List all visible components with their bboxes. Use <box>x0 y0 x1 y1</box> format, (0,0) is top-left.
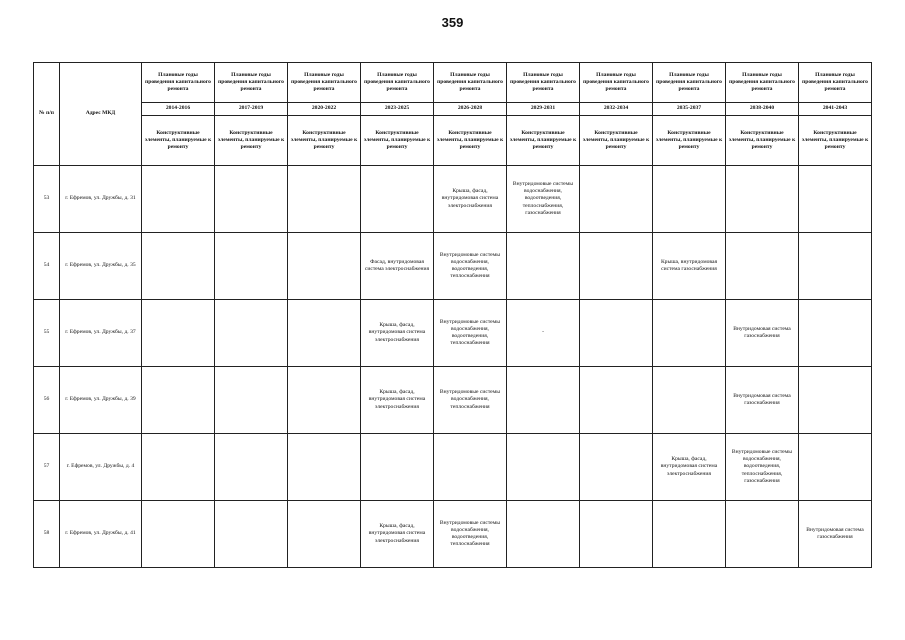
table-cell <box>288 367 361 434</box>
table-row <box>34 367 872 434</box>
table-cell <box>288 501 361 568</box>
table-cell <box>215 233 288 300</box>
header-plan: Плановые годы проведения капитального ремонта <box>653 63 726 103</box>
table-cell: Крыша, фасад, внутридомовая система электроснабжения <box>434 166 507 233</box>
table-cell: Фасад, внутридомовая система электроснабжения <box>361 233 434 300</box>
header-row-plan <box>34 63 872 103</box>
table-cell <box>288 166 361 233</box>
table-cell <box>726 233 799 300</box>
header-row-elements <box>34 116 872 166</box>
table-cell <box>215 166 288 233</box>
header-year: 2020-2022 <box>288 103 361 116</box>
row-number: 57 <box>34 434 60 501</box>
table-cell: Внутридомовые системы водоснабжения, водоотведения, теплоснабжения, газоснабжения <box>507 166 580 233</box>
table-cell <box>653 367 726 434</box>
header-year: 2038-2040 <box>726 103 799 116</box>
header-plan: Плановые годы проведения капитального ремонта <box>215 63 288 103</box>
header-plan: Плановые годы проведения капитального ремонта <box>799 63 872 103</box>
row-address: г. Ефремов, ул. Дружбы, д. 4 <box>60 434 142 501</box>
header-elements: Конструктивные элементы, планируемые к ремонту <box>653 116 726 166</box>
table-cell: Крыша, фасад, внутридомовая система электроснабжения <box>653 434 726 501</box>
header-plan: Плановые годы проведения капитального ремонта <box>361 63 434 103</box>
table-cell <box>288 300 361 367</box>
table-cell: Крыша, фасад, внутридомовая система электроснабжения <box>361 367 434 434</box>
table-cell: Внутридомовая система газоснабжения <box>799 501 872 568</box>
table-cell: Крыша, фасад, внутридомовая система электроснабжения <box>361 300 434 367</box>
header-year: 2014-2016 <box>142 103 215 116</box>
table-cell: Внутридомовые системы водоснабжения, водоотведения, теплоснабжения <box>434 300 507 367</box>
header-year: 2041-2043 <box>799 103 872 116</box>
table-cell: Внутридомовые системы водоснабжения, водоотведения, теплоснабжения <box>434 233 507 300</box>
table-cell: - <box>507 300 580 367</box>
row-address: г. Ефремов, ул. Дружбы, д. 37 <box>60 300 142 367</box>
table-row <box>34 166 872 233</box>
table-cell <box>507 434 580 501</box>
header-elements: Конструктивные элементы, планируемые к ремонту <box>361 116 434 166</box>
row-address: г. Ефремов, ул. Дружбы, д. 39 <box>60 367 142 434</box>
header-address: Адрес МКД <box>60 63 142 166</box>
table-cell <box>507 501 580 568</box>
table-cell <box>726 501 799 568</box>
table-cell <box>361 166 434 233</box>
table-cell <box>215 367 288 434</box>
table-cell: Внутридомовые системы водоснабжения, теплоснабжения <box>434 367 507 434</box>
table-cell <box>142 367 215 434</box>
table-cell <box>799 434 872 501</box>
header-elements: Конструктивные элементы, планируемые к ремонту <box>434 116 507 166</box>
header-plan: Плановые годы проведения капитального ремонта <box>580 63 653 103</box>
header-elements: Конструктивные элементы, планируемые к ремонту <box>726 116 799 166</box>
row-number: 53 <box>34 166 60 233</box>
table-cell: Внутридомовые системы водоснабжения, водоотведения, теплоснабжения, газоснабжения <box>726 434 799 501</box>
header-year: 2026-2028 <box>434 103 507 116</box>
page-number: 359 <box>441 15 464 30</box>
row-address: г. Ефремов, ул. Дружбы, д. 31 <box>60 166 142 233</box>
table-cell: Крыша, внутридомовая система газоснабжения <box>653 233 726 300</box>
header-year: 2029-2031 <box>507 103 580 116</box>
row-number: 54 <box>34 233 60 300</box>
table-cell <box>215 300 288 367</box>
table-cell <box>215 501 288 568</box>
header-plan: Плановые годы проведения капитального ремонта <box>726 63 799 103</box>
header-elements: Конструктивные элементы, планируемые к ремонту <box>580 116 653 166</box>
table-cell <box>142 501 215 568</box>
table-cell <box>580 233 653 300</box>
table-cell <box>507 367 580 434</box>
table-cell <box>288 233 361 300</box>
table-cell <box>580 166 653 233</box>
table-cell <box>215 434 288 501</box>
row-address: г. Ефремов, ул. Дружбы, д. 41 <box>60 501 142 568</box>
header-elements: Конструктивные элементы, планируемые к ремонту <box>215 116 288 166</box>
table-cell <box>142 434 215 501</box>
table-cell <box>799 233 872 300</box>
table-cell <box>653 501 726 568</box>
table-cell: Внутридомовая система газоснабжения <box>726 367 799 434</box>
table-cell <box>580 501 653 568</box>
table-row <box>34 501 872 568</box>
header-elements: Конструктивные элементы, планируемые к ремонту <box>142 116 215 166</box>
table-cell <box>580 434 653 501</box>
header-plan: Плановые годы проведения капитального ремонта <box>288 63 361 103</box>
table-cell <box>580 367 653 434</box>
header-elements: Конструктивные элементы, планируемые к ремонту <box>799 116 872 166</box>
table-cell <box>580 300 653 367</box>
table-cell <box>434 434 507 501</box>
header-row-years <box>34 103 872 116</box>
table-cell <box>142 166 215 233</box>
row-address: г. Ефремов, ул. Дружбы, д. 35 <box>60 233 142 300</box>
table-cell <box>288 434 361 501</box>
table-cell <box>361 434 434 501</box>
table-cell <box>726 166 799 233</box>
header-year: 2035-2037 <box>653 103 726 116</box>
table-cell: Крыша, фасад, внутридомовая система электроснабжения <box>361 501 434 568</box>
table-cell <box>799 166 872 233</box>
table-row <box>34 300 872 367</box>
header-year: 2017-2019 <box>215 103 288 116</box>
header-elements: Конструктивные элементы, планируемые к ремонту <box>507 116 580 166</box>
table-cell <box>653 166 726 233</box>
row-number: 58 <box>34 501 60 568</box>
table-cell: Внутридомовые системы водоснабжения, водоотведения, теплоснабжения <box>434 501 507 568</box>
table-cell <box>142 300 215 367</box>
table-cell <box>799 367 872 434</box>
table-cell <box>653 300 726 367</box>
table-row <box>34 233 872 300</box>
header-plan: Плановые годы проведения капитального ремонта <box>142 63 215 103</box>
table-cell <box>507 233 580 300</box>
header-plan: Плановые годы проведения капитального ремонта <box>507 63 580 103</box>
table-cell <box>142 233 215 300</box>
table-row <box>34 434 872 501</box>
table-cell: Внутридомовая система газоснабжения <box>726 300 799 367</box>
header-year: 2023-2025 <box>361 103 434 116</box>
header-year: 2032-2034 <box>580 103 653 116</box>
header-num: № п/п <box>34 63 60 166</box>
header-plan: Плановые годы проведения капитального ремонта <box>434 63 507 103</box>
row-number: 56 <box>34 367 60 434</box>
table-cell <box>799 300 872 367</box>
header-elements: Конструктивные элементы, планируемые к ремонту <box>288 116 361 166</box>
row-number: 55 <box>34 300 60 367</box>
capital-repair-schedule-table <box>33 62 872 568</box>
